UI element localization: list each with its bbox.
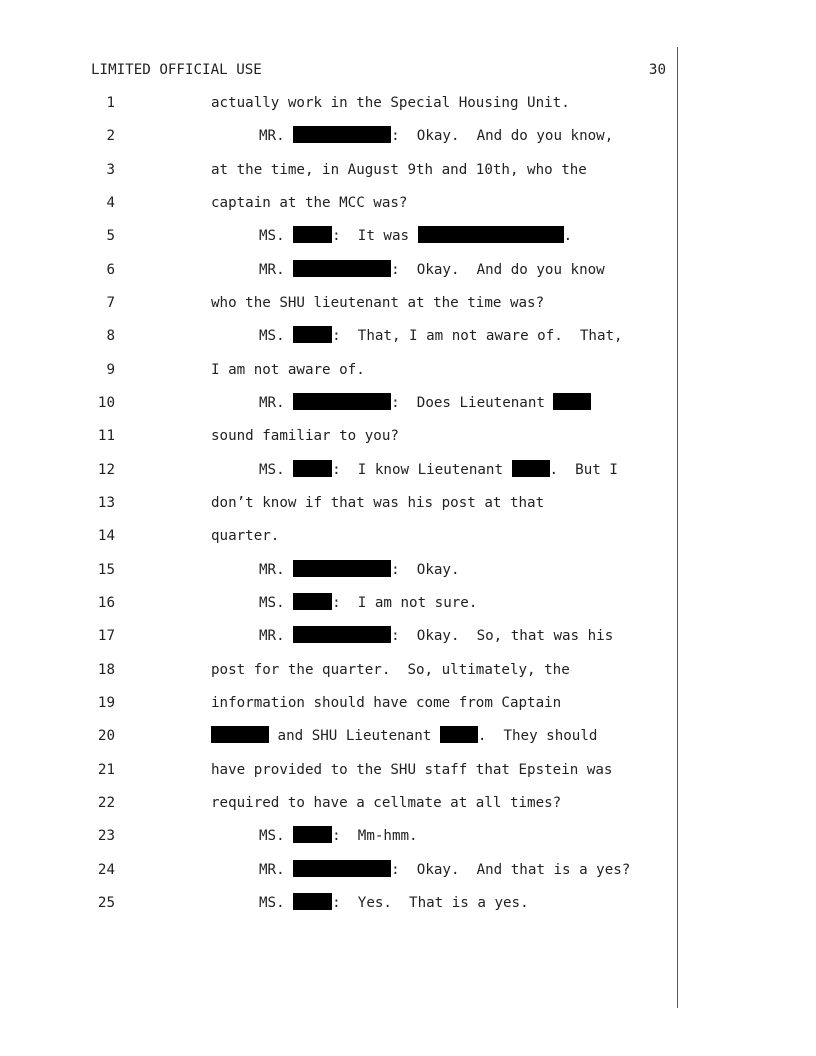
page-number: 30 bbox=[648, 62, 666, 78]
line-end: . bbox=[563, 228, 573, 244]
line-remainder: : Okay. And that is a yes? bbox=[391, 862, 631, 878]
line-number: 8 bbox=[106, 328, 115, 344]
redaction-box bbox=[293, 126, 391, 143]
speaker-title: MS. bbox=[259, 462, 285, 478]
page-header-marking: LIMITED OFFICIAL USE bbox=[91, 62, 262, 78]
redaction-box bbox=[293, 860, 391, 877]
transcript-line bbox=[0, 160, 816, 180]
speaker-title: MS. bbox=[259, 228, 285, 244]
redaction-box bbox=[553, 393, 591, 410]
line-number: 5 bbox=[106, 228, 115, 244]
transcript-line bbox=[0, 193, 816, 213]
line-number: 23 bbox=[97, 828, 115, 844]
line-number: 7 bbox=[106, 295, 115, 311]
transcript-line bbox=[0, 526, 816, 546]
line-text: actually work in the Special Housing Unit. bbox=[211, 95, 570, 111]
line-text bbox=[259, 893, 529, 913]
speaker-title: MR. bbox=[259, 128, 285, 144]
line-number: 2 bbox=[106, 128, 115, 144]
line-number: 20 bbox=[97, 728, 115, 744]
line-remainder: : That, I am not aware of. That, bbox=[332, 328, 623, 344]
line-number: 10 bbox=[97, 395, 115, 411]
redaction-box bbox=[440, 726, 478, 743]
transcript-line bbox=[0, 626, 816, 646]
line-remainder: : Okay. And do you know, bbox=[391, 128, 614, 144]
line-text: don’t know if that was his post at that bbox=[211, 495, 545, 511]
speaker-title: MR. bbox=[259, 395, 285, 411]
line-text: captain at the MCC was? bbox=[211, 195, 408, 211]
transcript-line bbox=[0, 726, 816, 746]
line-number: 24 bbox=[97, 862, 115, 878]
redaction-box bbox=[293, 626, 391, 643]
redaction-box bbox=[418, 226, 564, 243]
line-remainder: : Yes. That is a yes. bbox=[332, 895, 529, 911]
line-text: I am not aware of. bbox=[211, 362, 365, 378]
line-number: 18 bbox=[97, 662, 115, 678]
line-text: quarter. bbox=[211, 528, 280, 544]
line-remainder: : Does Lieutenant bbox=[391, 395, 554, 411]
line-text bbox=[259, 560, 460, 580]
transcript-line bbox=[0, 693, 816, 713]
line-number: 1 bbox=[106, 95, 115, 111]
line-number: 21 bbox=[97, 762, 115, 778]
line-text bbox=[259, 860, 630, 880]
transcript-line bbox=[0, 860, 816, 880]
line-text: who the SHU lieutenant at the time was? bbox=[211, 295, 545, 311]
line-text: information should have come from Captain bbox=[211, 695, 562, 711]
redaction-box bbox=[293, 393, 391, 410]
transcript-line bbox=[0, 393, 816, 413]
transcript-line bbox=[0, 93, 816, 113]
line-remainder: : It was bbox=[332, 228, 418, 244]
speaker-title: MS. bbox=[259, 895, 285, 911]
redaction-box bbox=[293, 460, 332, 477]
line-text bbox=[259, 460, 618, 480]
transcript-line bbox=[0, 126, 816, 146]
transcript-line bbox=[0, 293, 816, 313]
line-remainder: : I know Lieutenant bbox=[332, 462, 512, 478]
line-text bbox=[259, 393, 591, 413]
line-text bbox=[259, 826, 418, 846]
line-number: 3 bbox=[106, 162, 115, 178]
line-number: 16 bbox=[97, 595, 115, 611]
line-text: sound familiar to you? bbox=[211, 428, 399, 444]
transcript-line bbox=[0, 326, 816, 346]
transcript-line bbox=[0, 226, 816, 246]
transcript-line bbox=[0, 893, 816, 913]
line-number: 13 bbox=[97, 495, 115, 511]
speaker-title: MR. bbox=[259, 628, 285, 644]
redaction-box bbox=[293, 593, 332, 610]
line-text bbox=[259, 126, 613, 146]
transcript-line bbox=[0, 760, 816, 780]
line-number: 25 bbox=[97, 895, 115, 911]
transcript-line bbox=[0, 493, 816, 513]
line-number: 6 bbox=[106, 262, 115, 278]
line-remainder: : Okay. And do you know bbox=[391, 262, 605, 278]
line-remainder: and SHU Lieutenant bbox=[269, 728, 440, 744]
line-number: 15 bbox=[97, 562, 115, 578]
line-remainder: : Mm-hmm. bbox=[332, 828, 418, 844]
transcript-line bbox=[0, 826, 816, 846]
line-text: at the time, in August 9th and 10th, who the bbox=[211, 162, 587, 178]
line-number: 11 bbox=[97, 428, 115, 444]
line-text: post for the quarter. So, ultimately, the bbox=[211, 662, 570, 678]
line-text bbox=[259, 260, 605, 280]
transcript-line bbox=[0, 560, 816, 580]
speaker-title: MR. bbox=[259, 562, 285, 578]
line-text bbox=[211, 726, 597, 746]
line-text bbox=[259, 626, 613, 646]
speaker-title: MR. bbox=[259, 262, 285, 278]
redaction-box bbox=[293, 560, 391, 577]
transcript-line bbox=[0, 426, 816, 446]
transcript-line bbox=[0, 593, 816, 613]
line-number: 22 bbox=[97, 795, 115, 811]
redaction-box bbox=[293, 893, 332, 910]
transcript-line bbox=[0, 460, 816, 480]
line-number: 17 bbox=[97, 628, 115, 644]
transcript-line bbox=[0, 360, 816, 380]
speaker-title: MS. bbox=[259, 328, 285, 344]
line-number: 9 bbox=[106, 362, 115, 378]
line-number: 4 bbox=[106, 195, 115, 211]
line-text: required to have a cellmate at all times? bbox=[211, 795, 562, 811]
line-remainder: : I am not sure. bbox=[332, 595, 478, 611]
line-text bbox=[259, 593, 477, 613]
line-end: . They should bbox=[477, 728, 598, 744]
redaction-box bbox=[293, 826, 332, 843]
line-number: 12 bbox=[97, 462, 115, 478]
transcript-line bbox=[0, 660, 816, 680]
speaker-title: MR. bbox=[259, 862, 285, 878]
line-remainder: : Okay. So, that was his bbox=[391, 628, 614, 644]
line-text bbox=[259, 326, 623, 346]
speaker-title: MS. bbox=[259, 828, 285, 844]
transcript-line bbox=[0, 260, 816, 280]
redaction-box bbox=[211, 726, 269, 743]
line-remainder: : Okay. bbox=[391, 562, 460, 578]
line-text bbox=[259, 226, 572, 246]
line-text: have provided to the SHU staff that Epstein was bbox=[211, 762, 613, 778]
redaction-box bbox=[512, 460, 550, 477]
transcript-line bbox=[0, 793, 816, 813]
line-number: 19 bbox=[97, 695, 115, 711]
speaker-title: MS. bbox=[259, 595, 285, 611]
redaction-box bbox=[293, 326, 332, 343]
redaction-box bbox=[293, 260, 391, 277]
redaction-box bbox=[293, 226, 332, 243]
line-number: 14 bbox=[97, 528, 115, 544]
line-end: . But I bbox=[549, 462, 618, 478]
